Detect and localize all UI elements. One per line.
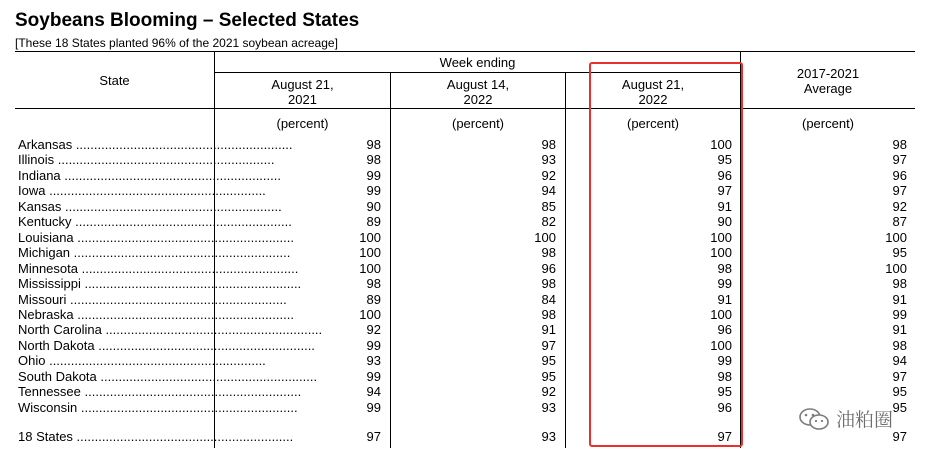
cell-value: 100 bbox=[534, 229, 556, 245]
cell-value: 100 bbox=[359, 229, 381, 245]
table-row bbox=[0, 322, 939, 337]
cell-value: 92 bbox=[366, 322, 381, 338]
state-name-label: Wisconsin bbox=[18, 399, 78, 415]
state-name-label: Illinois bbox=[18, 152, 55, 168]
dot-leader: ............................................................ bbox=[71, 214, 292, 230]
table-row bbox=[0, 183, 939, 198]
dot-leader: ............................................................ bbox=[70, 245, 291, 261]
header-bottom-rule bbox=[15, 108, 915, 109]
cell-value: 97 bbox=[892, 152, 907, 168]
state-name-label: North Carolina bbox=[18, 322, 102, 338]
state-name-label: Indiana bbox=[18, 167, 61, 183]
cell-value: 96 bbox=[717, 399, 732, 415]
cell-value: 98 bbox=[892, 276, 907, 292]
state-name bbox=[18, 260, 299, 276]
state-name bbox=[18, 183, 266, 199]
state-name bbox=[18, 353, 266, 369]
cell-value: 89 bbox=[366, 214, 381, 230]
state-name bbox=[18, 276, 302, 292]
state-name-label: Minnesota bbox=[18, 260, 78, 276]
dot-leader: ............................................................ bbox=[45, 353, 266, 369]
state-name-label: South Dakota bbox=[18, 368, 97, 384]
wechat-icon bbox=[798, 407, 830, 431]
cell-value: 98 bbox=[366, 276, 381, 292]
state-name bbox=[18, 368, 318, 384]
cell-value: 98 bbox=[366, 152, 381, 168]
state-name bbox=[18, 322, 323, 338]
column-header-line2: 2022 bbox=[463, 92, 493, 107]
state-name-label: Ohio bbox=[18, 353, 46, 369]
cell-value: 99 bbox=[366, 368, 381, 384]
table-row bbox=[0, 353, 939, 368]
state-name bbox=[18, 137, 293, 152]
state-name-label: Tennessee bbox=[18, 384, 81, 400]
dot-leader: ............................................................ bbox=[54, 152, 275, 168]
table-row bbox=[0, 199, 939, 214]
dot-leader: ............................................................ bbox=[60, 167, 281, 183]
table-row bbox=[0, 292, 939, 307]
cell-value: 98 bbox=[366, 137, 381, 152]
state-name bbox=[18, 291, 287, 307]
cell-value: 100 bbox=[710, 229, 732, 245]
state-header: State bbox=[99, 73, 130, 88]
state-name-label: North Dakota bbox=[18, 337, 95, 353]
state-name-label: Iowa bbox=[18, 183, 46, 199]
cell-value: 100 bbox=[359, 260, 381, 276]
dot-leader: ............................................................ bbox=[80, 384, 302, 400]
state-name-label: Arkansas bbox=[18, 137, 73, 152]
cell-value: 99 bbox=[892, 306, 907, 322]
cell-value: 84 bbox=[541, 291, 556, 307]
state-name bbox=[18, 337, 315, 353]
cell-value: 98 bbox=[717, 368, 732, 384]
cell-value: 95 bbox=[717, 152, 732, 168]
cell-value: 97 bbox=[717, 183, 732, 199]
cell-value: 97 bbox=[892, 368, 907, 384]
cell-value: 98 bbox=[541, 245, 556, 261]
column-header-line1: August 21, bbox=[621, 77, 685, 92]
cell-value: 95 bbox=[892, 245, 907, 261]
table-row bbox=[0, 137, 939, 152]
dot-leader: ............................................................ bbox=[45, 183, 266, 199]
column-header-line2: 2021 bbox=[288, 92, 317, 107]
dot-leader: ............................................................ bbox=[94, 337, 315, 353]
state-name-label: Kentucky bbox=[18, 214, 72, 230]
dot-leader: ............................................................ bbox=[77, 260, 299, 276]
highlight-box bbox=[589, 62, 743, 447]
table-row bbox=[0, 152, 939, 167]
cell-value: 97 bbox=[892, 429, 907, 444]
state-name bbox=[18, 306, 294, 322]
cell-value: 85 bbox=[541, 198, 556, 214]
cell-value: 89 bbox=[366, 291, 381, 307]
table-row bbox=[0, 168, 939, 183]
cell-value: 99 bbox=[366, 183, 381, 199]
unit-label: (percent) bbox=[276, 116, 329, 131]
table-row bbox=[0, 276, 939, 291]
dot-leader: ............................................................ bbox=[66, 291, 287, 307]
column-header-line1: August 14, bbox=[446, 77, 510, 92]
unit-label: (percent) bbox=[451, 116, 505, 131]
table-row bbox=[0, 369, 939, 384]
cell-value: 97 bbox=[366, 429, 381, 444]
state-name-label: Michigan bbox=[18, 245, 71, 261]
cell-value: 98 bbox=[717, 260, 732, 276]
state-name bbox=[18, 198, 282, 214]
dot-leader: ............................................................ bbox=[77, 399, 298, 415]
cell-value: 100 bbox=[710, 137, 732, 152]
state-name-label: Mississippi bbox=[18, 276, 81, 292]
watermark bbox=[798, 405, 893, 432]
column-header-4 bbox=[741, 66, 915, 96]
column-header-1 bbox=[215, 77, 390, 107]
dot-leader: ............................................................ bbox=[72, 429, 294, 444]
cell-value: 98 bbox=[541, 137, 556, 152]
state-name-label: Louisiana bbox=[18, 229, 74, 245]
cell-value: 100 bbox=[359, 245, 381, 261]
state-name bbox=[18, 152, 275, 168]
cell-value: 94 bbox=[541, 183, 556, 199]
week-ending-header: Week ending bbox=[439, 55, 516, 70]
table-row bbox=[0, 307, 939, 322]
cell-value: 96 bbox=[892, 167, 907, 183]
cell-value: 82 bbox=[541, 214, 556, 230]
cell-value: 97 bbox=[892, 183, 907, 199]
table-row bbox=[0, 338, 939, 353]
dot-leader: ............................................................ bbox=[101, 322, 323, 338]
state-name bbox=[18, 229, 294, 245]
watermark-text: 油粕圈 bbox=[836, 410, 894, 431]
cell-value: 93 bbox=[541, 152, 556, 168]
cell-value: 99 bbox=[366, 399, 381, 415]
cell-value: 100 bbox=[710, 306, 732, 322]
column-header-line2: Average bbox=[803, 81, 853, 96]
column-header-line2: 2022 bbox=[638, 92, 668, 107]
cell-value: 91 bbox=[541, 322, 556, 338]
table-top-rule bbox=[15, 51, 915, 52]
cell-value: 90 bbox=[717, 214, 732, 230]
cell-value: 97 bbox=[717, 429, 732, 444]
unit-label: (percent) bbox=[626, 116, 680, 131]
cell-value: 95 bbox=[541, 353, 556, 369]
state-name-label: Kansas bbox=[18, 198, 62, 214]
cell-value: 91 bbox=[717, 198, 732, 214]
cell-value: 98 bbox=[892, 137, 907, 152]
dot-leader: ............................................................ bbox=[72, 137, 293, 152]
table-row bbox=[0, 261, 939, 276]
state-name bbox=[18, 214, 292, 230]
cell-value: 100 bbox=[710, 245, 732, 261]
report-title: Soybeans Blooming – Selected States bbox=[15, 10, 360, 31]
dot-leader: ............................................................ bbox=[80, 276, 302, 292]
state-name-label: Missouri bbox=[18, 291, 67, 307]
table-row bbox=[0, 384, 939, 399]
unit-label: (percent) bbox=[801, 116, 855, 131]
report-subtitle: [These 18 States planted 96% of the 2021 soybean acreage] bbox=[15, 36, 338, 50]
cell-value: 100 bbox=[885, 229, 907, 245]
cell-value: 98 bbox=[541, 306, 556, 322]
cell-value: 94 bbox=[892, 353, 907, 369]
cell-value: 94 bbox=[366, 384, 381, 400]
cell-value: 100 bbox=[885, 260, 907, 276]
cell-value: 87 bbox=[892, 214, 907, 230]
cell-value: 90 bbox=[366, 198, 381, 214]
column-header-line1: 2017-2021 bbox=[796, 66, 860, 81]
cell-value: 99 bbox=[366, 167, 381, 183]
column-header-2 bbox=[391, 77, 565, 107]
state-name-label: Nebraska bbox=[18, 306, 74, 322]
table-row bbox=[0, 245, 939, 260]
cell-value: 95 bbox=[892, 399, 907, 415]
state-name bbox=[18, 245, 291, 261]
table-row bbox=[0, 230, 939, 245]
cell-value: 100 bbox=[359, 306, 381, 322]
cell-value: 99 bbox=[717, 353, 732, 369]
cell-value: 91 bbox=[717, 291, 732, 307]
dot-leader: ............................................................ bbox=[61, 198, 282, 214]
cell-value: 96 bbox=[717, 167, 732, 183]
cell-value: 98 bbox=[541, 276, 556, 292]
cell-value: 95 bbox=[892, 384, 907, 400]
cell-value: 91 bbox=[892, 322, 907, 338]
cell-value: 99 bbox=[366, 337, 381, 353]
cell-value: 98 bbox=[892, 337, 907, 353]
state-name-label: 18 States bbox=[18, 429, 73, 444]
dot-leader: ............................................................ bbox=[73, 229, 294, 245]
cell-value: 93 bbox=[366, 353, 381, 369]
cell-value: 91 bbox=[892, 291, 907, 307]
cell-value: 95 bbox=[541, 368, 556, 384]
dot-leader: ............................................................ bbox=[73, 306, 294, 322]
cell-value: 93 bbox=[541, 429, 556, 444]
state-name bbox=[18, 167, 281, 183]
cell-value: 100 bbox=[710, 337, 732, 353]
state-name bbox=[18, 384, 302, 400]
column-header-line1: August 21, bbox=[271, 77, 334, 92]
cell-value: 92 bbox=[541, 167, 556, 183]
cell-value: 97 bbox=[541, 337, 556, 353]
cell-value: 95 bbox=[717, 384, 732, 400]
cell-value: 96 bbox=[541, 260, 556, 276]
dot-leader: ............................................................ bbox=[96, 368, 318, 384]
cell-value: 93 bbox=[541, 399, 556, 415]
cell-value: 92 bbox=[541, 384, 556, 400]
cell-value: 92 bbox=[892, 198, 907, 214]
state-name bbox=[18, 429, 294, 444]
cell-value: 99 bbox=[717, 276, 732, 292]
table-row bbox=[0, 214, 939, 229]
cell-value: 96 bbox=[717, 322, 732, 338]
state-name bbox=[18, 399, 298, 415]
